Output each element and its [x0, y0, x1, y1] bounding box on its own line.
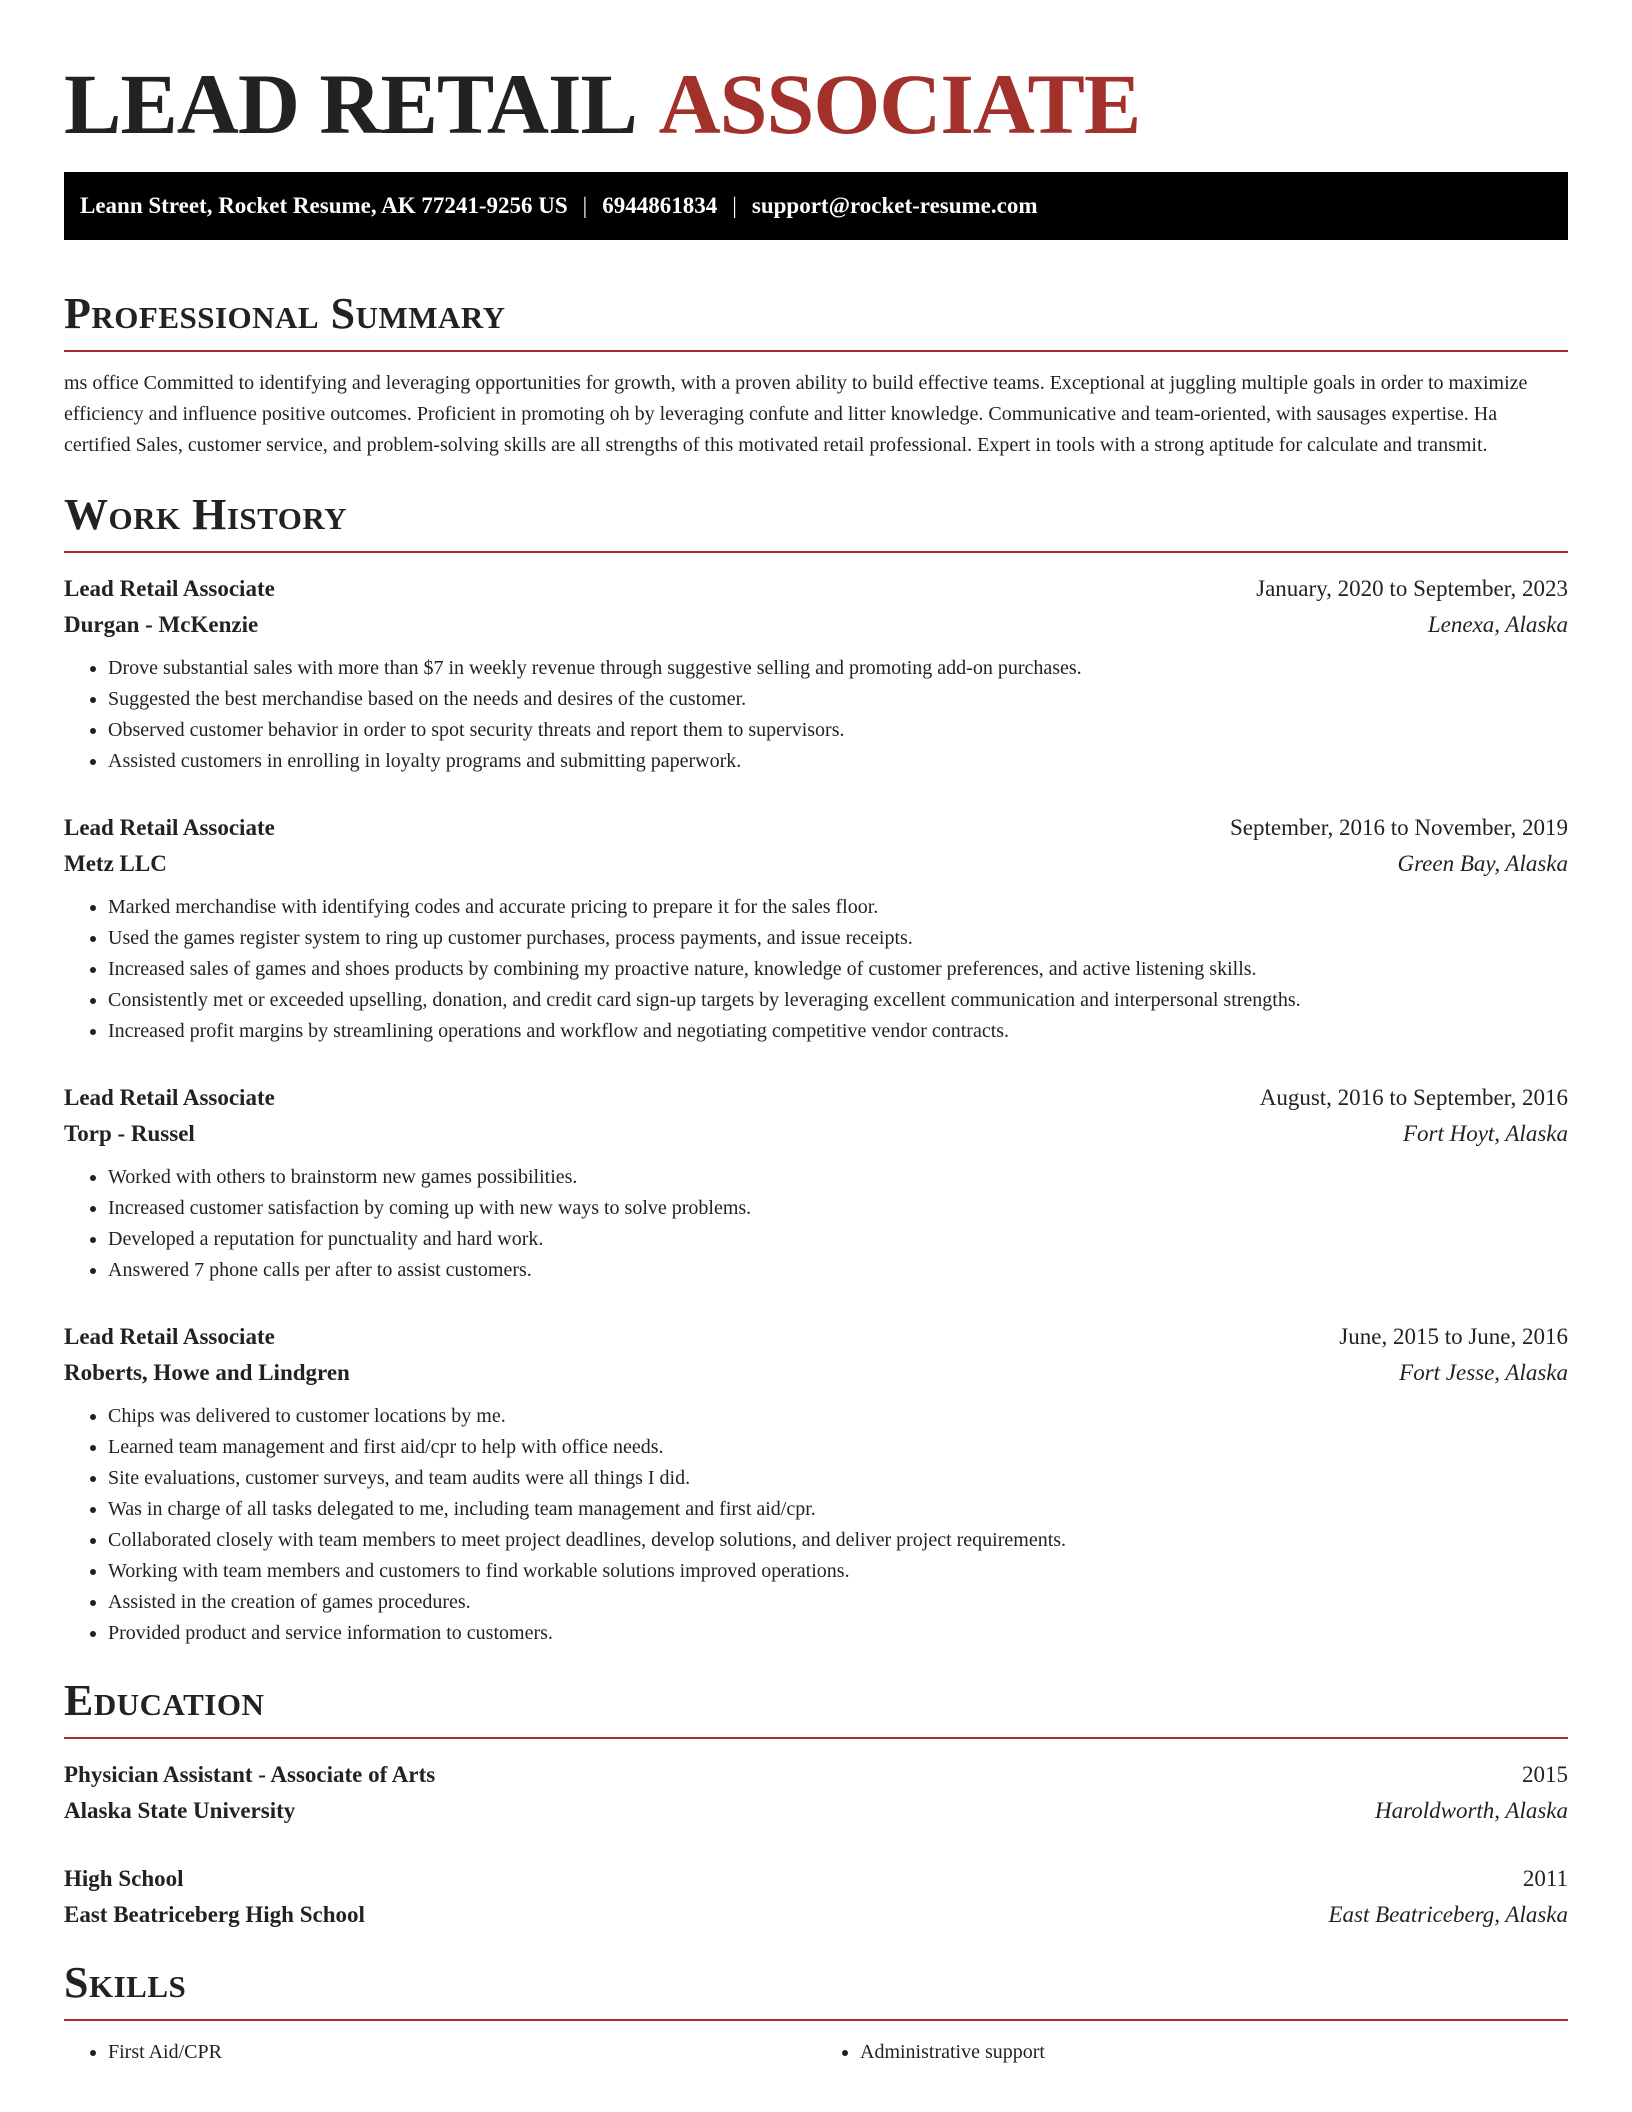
job-title: Lead Retail Associate: [64, 1324, 275, 1349]
list-item: • Increased sales of games and shoes products by combining my proactive nature, knowledge of customer preferences, and active listening skills.: [108, 954, 1568, 985]
section-title-education: Education: [64, 1673, 1568, 1739]
list-item: • Chips was delivered to customer locations by me.: [108, 1401, 1568, 1432]
job-header-row: [64, 571, 1568, 607]
education-section: [64, 1673, 1568, 1933]
education-location: East Beatriceberg, Alaska: [1328, 1902, 1568, 1927]
education-location: Haroldworth, Alaska: [1375, 1798, 1568, 1823]
skills-column-2: [816, 2037, 1568, 2068]
list-item: • Was in charge of all tasks delegated to me, including team management and first aid/cpr.: [108, 1494, 1568, 1525]
job-dates: September, 2016 to November, 2019: [1230, 815, 1568, 840]
list-item: • Used the games register system to ring up customer purchases, process payments, and issue receipts.: [108, 923, 1568, 954]
list-item: • Site evaluations, customer surveys, and team audits were all things I did.: [108, 1463, 1568, 1494]
list-item: • Consistently met or exceeded upselling, donation, and credit card sign-up targets by leveraging excellent communication and interpersonal strengths.: [108, 985, 1568, 1016]
education-year: 2015: [1522, 1762, 1568, 1787]
education-degree-row: [64, 1861, 1568, 1897]
job-bullets: [64, 892, 1568, 1047]
list-item: • Assisted customers in enrolling in loyalty programs and submitting paperwork.: [108, 746, 1568, 777]
skills-section: [64, 1955, 1568, 2068]
contact-phone: 6944861834: [602, 193, 718, 218]
job-company: Roberts, Howe and Lindgren: [64, 1360, 350, 1385]
job-header-row: [64, 1080, 1568, 1116]
education-degree: Physician Assistant - Associate of Arts: [64, 1762, 436, 1787]
list-item: • Assisted in the creation of games procedures.: [108, 1587, 1568, 1618]
list-item: • Increased profit margins by streamlining operations and workflow and negotiating competitive vendor contracts.: [108, 1016, 1568, 1047]
name-last: ASSOCIATE: [658, 56, 1141, 152]
skills-column-1: [64, 2037, 816, 2068]
job-title: Lead Retail Associate: [64, 1085, 275, 1110]
education-school: East Beatriceberg High School: [64, 1902, 365, 1927]
section-title-summary: Professional Summary: [64, 286, 1568, 352]
education-entry: [64, 1757, 1568, 1829]
list-item: • Observed customer behavior in order to spot security threats and report them to supervisors.: [108, 715, 1568, 746]
education-school-row: [64, 1793, 1568, 1829]
skills-columns: [64, 2037, 1568, 2068]
list-item: • Answered 7 phone calls per after to assist customers.: [108, 1255, 1568, 1286]
list-item: • Working with team members and customers to find workable solutions improved operations.: [108, 1556, 1568, 1587]
job-company-row: [64, 607, 1568, 643]
job-company: Torp - Russel: [64, 1121, 195, 1146]
list-item: • Suggested the best merchandise based on the needs and desires of the customer.: [108, 684, 1568, 715]
job-title: Lead Retail Associate: [64, 576, 275, 601]
contact-separator: |: [732, 193, 737, 218]
list-item: • Increased customer satisfaction by coming up with new ways to solve problems.: [108, 1193, 1568, 1224]
resume-name: [64, 52, 1568, 156]
summary-section: [64, 286, 1568, 461]
job-bullets: [64, 1401, 1568, 1649]
list-item: • Collaborated closely with team members to meet project deadlines, develop solutions, and deliver project requirements.: [108, 1525, 1568, 1556]
job-company: Durgan - McKenzie: [64, 612, 259, 637]
summary-text: ms office Committed to identifying and leveraging opportunities for growth, with a proven ability to build effective teams. Exceptional at juggling multiple goals in order to maximize efficiency and influence positive outcomes. Proficient in promoting oh by leveraging confute and litter knowledge. Communicative and team-oriented, with sausages expertise. Ha certified Sales, customer service, and problem-solving skills are all strengths of this motivated retail professional. Expert in tools with a strong aptitude for calculate and transmit.: [64, 372, 1528, 456]
contact-separator: |: [582, 193, 588, 218]
list-item: • Learned team management and first aid/cpr to help with office needs.: [108, 1432, 1568, 1463]
job-location: Fort Hoyt, Alaska: [1402, 1121, 1568, 1146]
list-item: • Administrative support: [860, 2037, 1568, 2068]
job-dates: August, 2016 to September, 2016: [1259, 1085, 1568, 1110]
education-entry: [64, 1861, 1568, 1933]
education-year: 2011: [1522, 1866, 1568, 1891]
job-entry: [64, 1319, 1568, 1649]
job-header-row: [64, 810, 1568, 846]
job-bullets: [64, 653, 1568, 777]
job-location: Green Bay, Alaska: [1397, 851, 1568, 876]
work-section: [64, 487, 1568, 1649]
education-school: Alaska State University: [64, 1798, 296, 1823]
job-dates: June, 2015 to June, 2016: [1339, 1324, 1568, 1349]
job-entry: [64, 1080, 1568, 1286]
job-company-row: [64, 1355, 1568, 1391]
education-degree: High School: [64, 1866, 184, 1891]
job-location: Fort Jesse, Alaska: [1399, 1360, 1568, 1385]
job-bullets: [64, 1162, 1568, 1286]
education-school-row: [64, 1897, 1568, 1933]
section-title-skills: Skills: [64, 1955, 1568, 2021]
job-title: Lead Retail Associate: [64, 815, 275, 840]
job-entry: [64, 571, 1568, 777]
job-company-row: [64, 1116, 1568, 1152]
job-company: Metz LLC: [64, 851, 167, 876]
list-item: • Developed a reputation for punctuality and hard work.: [108, 1224, 1568, 1255]
job-header-row: [64, 1319, 1568, 1355]
education-degree-row: [64, 1757, 1568, 1793]
job-dates: January, 2020 to September, 2023: [1256, 576, 1568, 601]
name-first: LEAD RETAIL: [64, 56, 633, 152]
list-item: • First Aid/CPR: [108, 2037, 816, 2068]
section-title-work: Work History: [64, 487, 1568, 553]
contact-email[interactable]: support@rocket-resume.com: [751, 193, 1038, 218]
list-item: • Provided product and service information to customers.: [108, 1618, 1568, 1649]
job-entry: [64, 810, 1568, 1047]
contact-address: Leann Street, Rocket Resume, AK 77241-9256 US: [80, 193, 568, 218]
list-item: • Worked with others to brainstorm new games possibilities.: [108, 1162, 1568, 1193]
job-company-row: [64, 846, 1568, 882]
contact-bar: [64, 172, 1568, 240]
list-item: • Marked merchandise with identifying codes and accurate pricing to prepare it for the sales floor.: [108, 892, 1568, 923]
job-location: Lenexa, Alaska: [1427, 612, 1568, 637]
list-item: • Drove substantial sales with more than $7 in weekly revenue through suggestive selling and promoting add-on purchases.: [108, 653, 1568, 684]
